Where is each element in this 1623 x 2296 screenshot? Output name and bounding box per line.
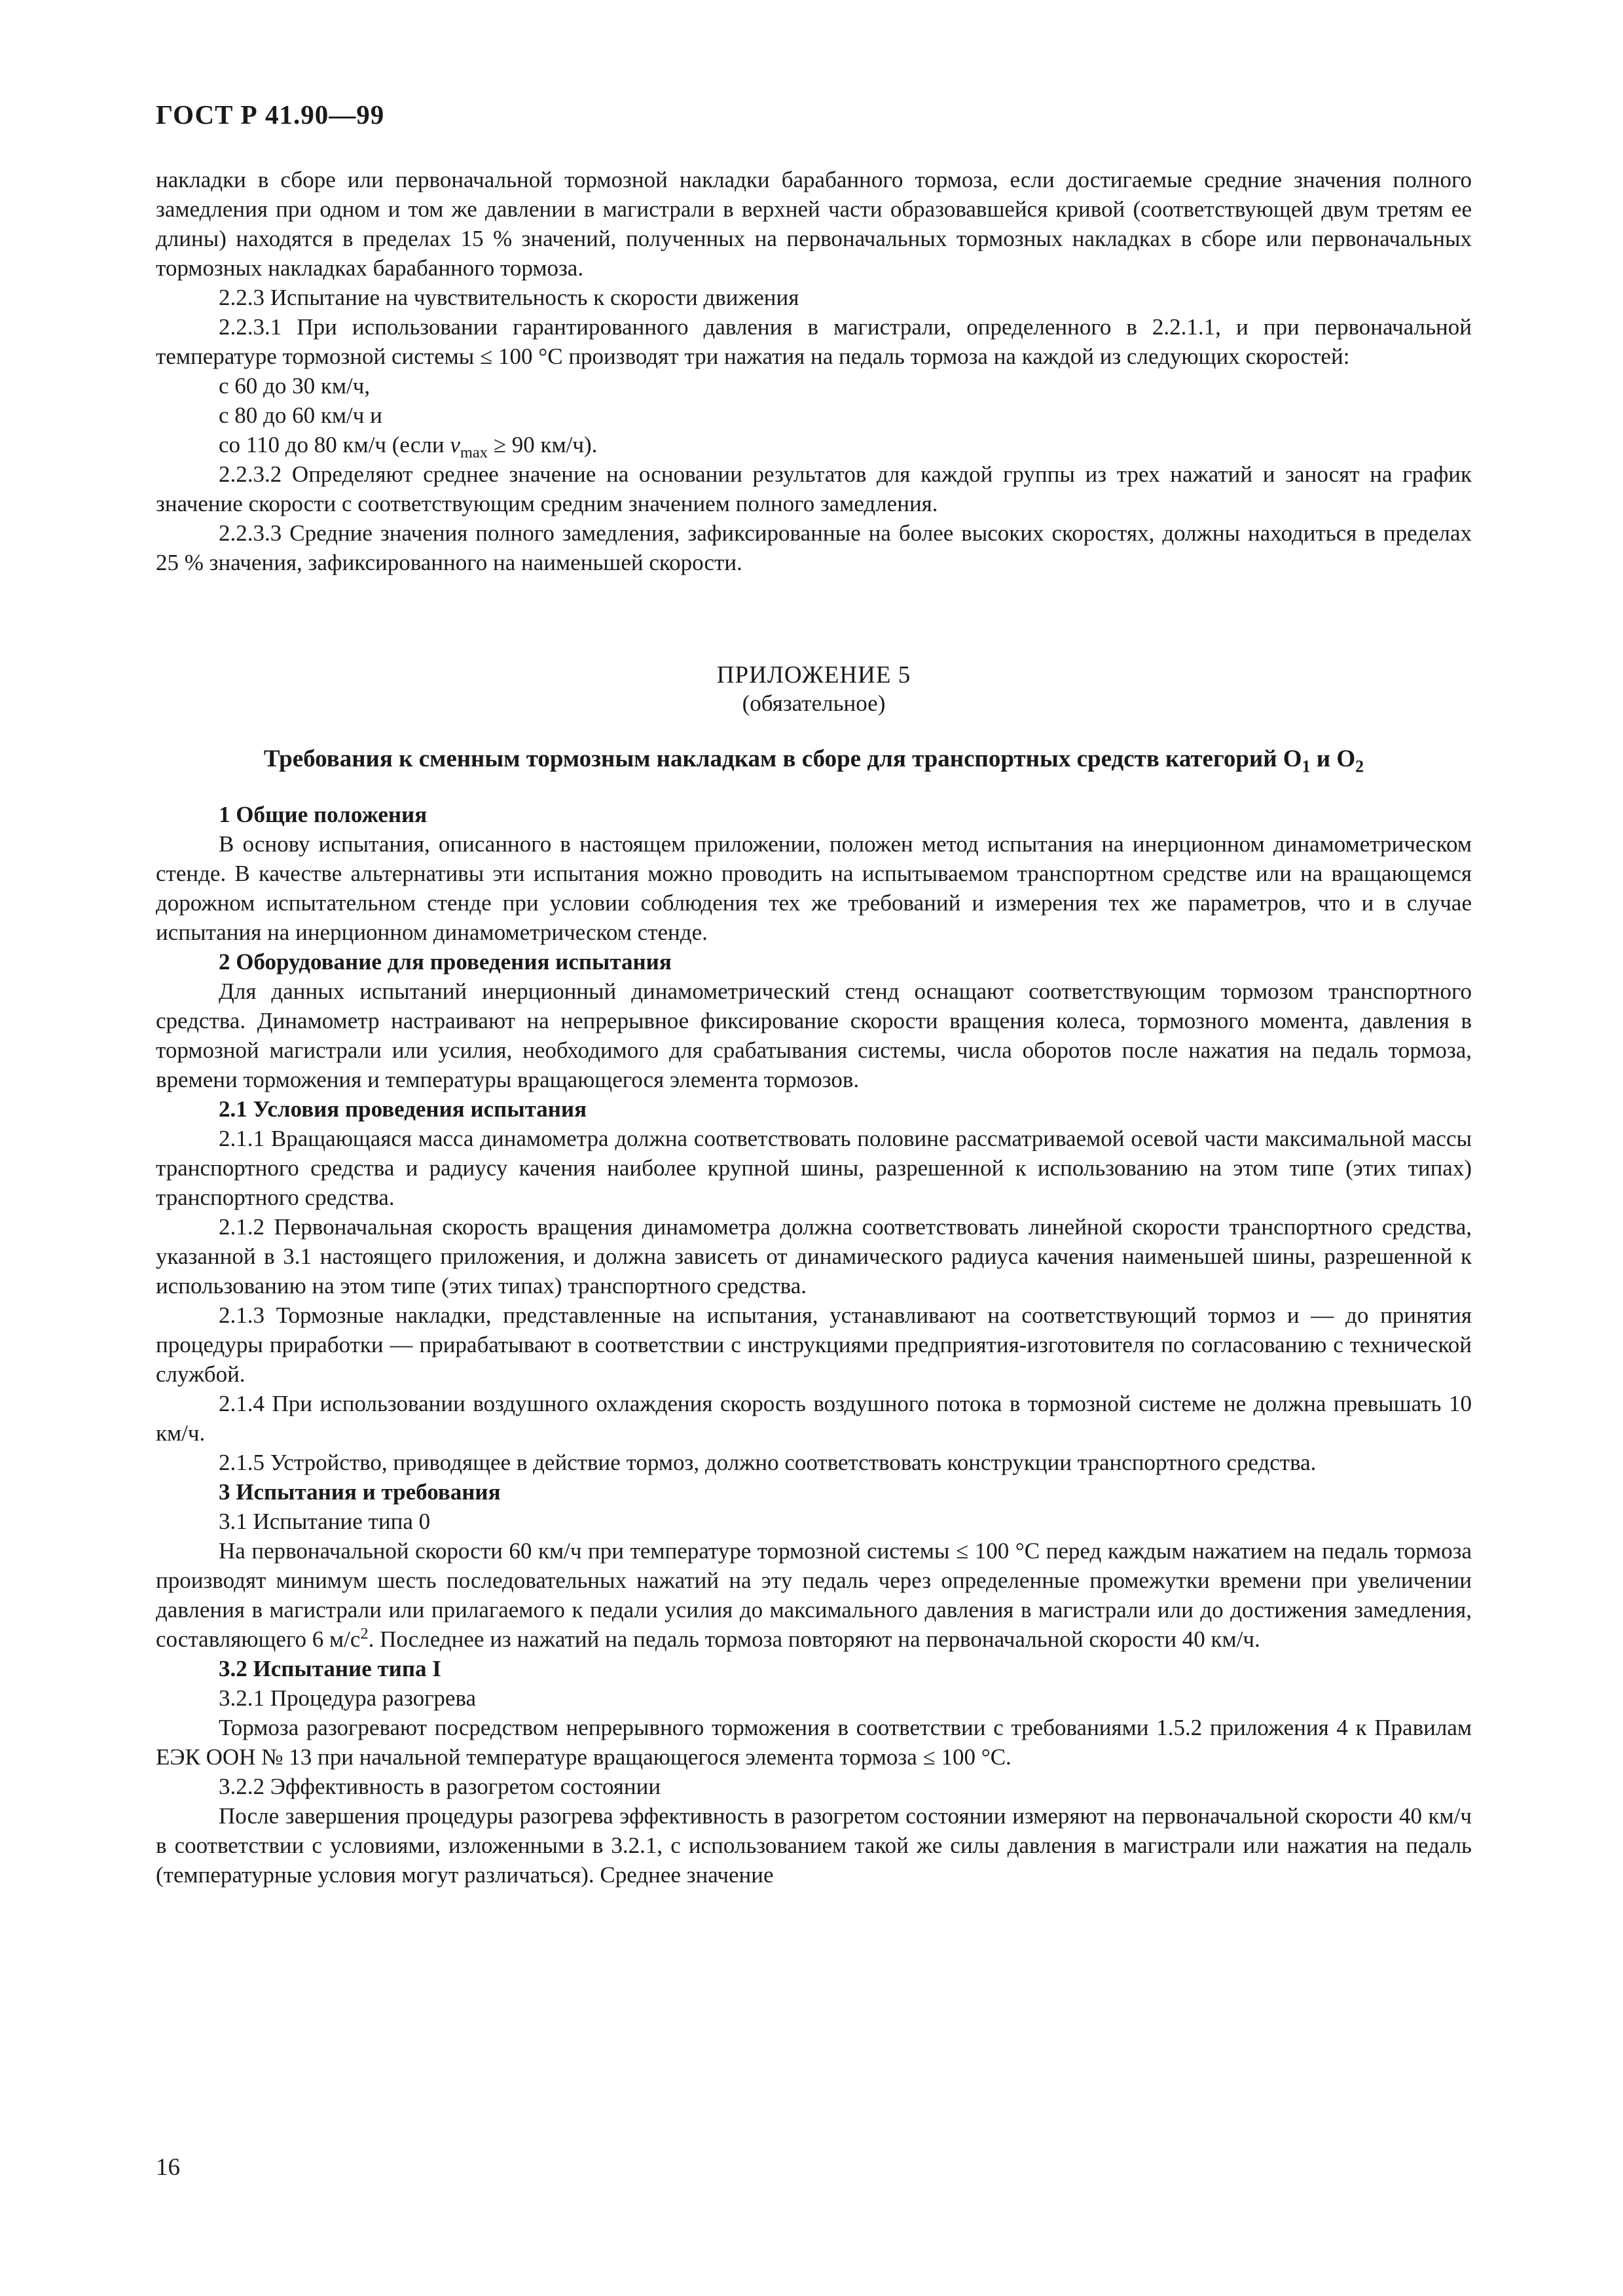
paragraph: Для данных испытаний инерционный динамометрический стенд оснащают соответствующим тормозом транспортного средства. Динамометр настраивают на непрерывное фиксирование скорости вращения колеса, тормозного момента, давления в тормозной магистрали или усилия, необходимого для срабатывания системы, числа оборотов после нажатия на педаль тормоза, времени торможения и температуры вращающегося элемента тормозов. [156,978,1472,1092]
section-heading: 1 Общие положения [219,802,428,827]
paragraph: 2.1.1 Вращающаяся масса динамометра должна соответствовать половине рассматриваемой осевой части максимальной массы транспортного средства и радиусу качения наиболее крупной шины, разрешенной к использованию на этом типе (этих типах) транспортного средства. [156,1126,1472,1210]
paragraph: 2.2.3.1 При использовании гарантированного давления в магистрали, определенного в 2.2.1.1, и при первоначальной температуре тормозной системы ≤ 100 °С производят три нажатия на педаль тормоза на каждой из следующих скоростей: [156,314,1472,369]
document-page [156,98,1472,1890]
paragraph: накладки в сборе или первоначальной тормозной накладки барабанного тормоза, если достигаемые средние значения полного замедления при одном и том же давлении в магистрали в верхней части образовавшейся кривой (соответствующей двум третям ее длины) находятся в пределах 15 % значений, полученных на первоначальных тормозных накладках в сборе или первоначальных тормозных накладках барабанного тормоза. [156,167,1472,281]
subsection-heading: 3.1 Испытание типа 0 [219,1509,431,1534]
speed-item: с 60 до 30 км/ч, [219,373,371,399]
appendix-note: (обязательное) [742,691,886,716]
section-heading: 2.2.3 Испытание на чувствительность к скорости движения [219,285,799,310]
section-heading: 2.1 Условия проведения испытания [219,1096,587,1122]
paragraph: На первоначальной скорости 60 км/ч при температуре тормозной системы ≤ 100 °С перед каждым нажатием на педаль тормоза производят минимум шесть последовательных нажатий на эту педаль через определенные промежутки времени при увеличении давления в магистрали или прилагаемого к педали усилия до максимального давления в магистрали или до достижения замедления, составляющего 6 $м/с^2$. Последнее из нажатий на педаль тормоза повторяют на первоначальной скорости 40 км/ч. [156,1538,1472,1652]
paragraph: После завершения процедуры разогрева эффективность в разогретом состоянии измеряют на первоначальной скорости 40 км/ч в соответствии с условиями, изложенными в 3.2.1, с использованием такой же силы давления в магистрали или нажатия на педаль (температурные условия могут различаться). Среднее значение [156,1803,1472,1888]
paragraph: 2.2.3.3 Средние значения полного замедления, зафиксированные на более высоких скоростях, должны находиться в пределах 25 % значения, зафиксированного на наименьшей скорости. [156,520,1472,575]
requirements-title: Требования к сменным тормозным накладкам в сборе для транспортных средств категорий $O_1$ и $O_2$ [263,745,1364,776]
standard-header: ГОСТ Р 41.90—99 [156,99,385,130]
subsection-heading: 3.2.2 Эффективность в разогретом состоянии [219,1774,661,1799]
section-heading: 2 Оборудование для проведения испытания [219,949,672,975]
page-number: 16 [156,2154,180,2181]
paragraph: 2.1.4 При использовании воздушного охлаждения скорость воздушного потока в тормозной системе не должна превышать 10 км/ч. [156,1391,1472,1446]
speed-item: со 110 до 80 км/ч (если $v_{max} \ge 90$ км/ч). [219,432,598,461]
paragraph: 2.1.2 Первоначальная скорость вращения динамометра должна соответствовать линейной скорости транспортного средства, указанной в 3.1 настоящего приложения, и должна зависеть от динамического радиуса качения наименьшей шины, разрешенной к использованию на этом типе (этих типах) транспортного средства. [156,1214,1472,1299]
paragraph: В основу испытания, описанного в настоящем приложении, положен метод испытания на инерционном динамометрическом стенде. В качестве альтернативы эти испытания можно проводить на испытываемом транспортном средстве или на вращающемся дорожном испытательном стенде при условии соблюдения тех же требований и измерения тех же параметров, что и в случае испытания на инерционном динамометрическом стенде. [156,831,1472,945]
appendix-header [156,661,1472,775]
appendix-title: ПРИЛОЖЕНИЕ 5 [716,662,911,689]
paragraph: Тормоза разогревают посредством непрерывного торможения в соответствии с требованиями 1.5.2 приложения 4 к Правилам ЕЭК ООН № 13 при начальной температуре вращающегося элемента тормоза ≤ 100 °С. [156,1715,1472,1770]
paragraph: 2.2.3.2 Определяют среднее значение на основании результатов для каждой группы из трех нажатий и заносят на график значение скорости с соответствующим средним значением полного замедления. [156,461,1472,516]
subsection-heading: 3.2.1 Процедура разогрева [219,1685,477,1711]
paragraph: 2.1.3 Тормозные накладки, представленные на испытания, устанавливают на соответствующий тормоз и — до принятия процедуры приработки — прирабатывают в соответствии с инструкциями предприятия-изготовителя по согласованию с технической службой. [156,1302,1472,1387]
speed-item: с 80 до 60 км/ч и [219,403,382,428]
paragraph: 2.1.5 Устройство, приводящее в действие тормоз, должно соответствовать конструкции транспортного средства. [219,1450,1317,1475]
section-heading: 3.2 Испытание типа I [219,1656,441,1681]
section-heading: 3 Испытания и требования [219,1479,501,1505]
